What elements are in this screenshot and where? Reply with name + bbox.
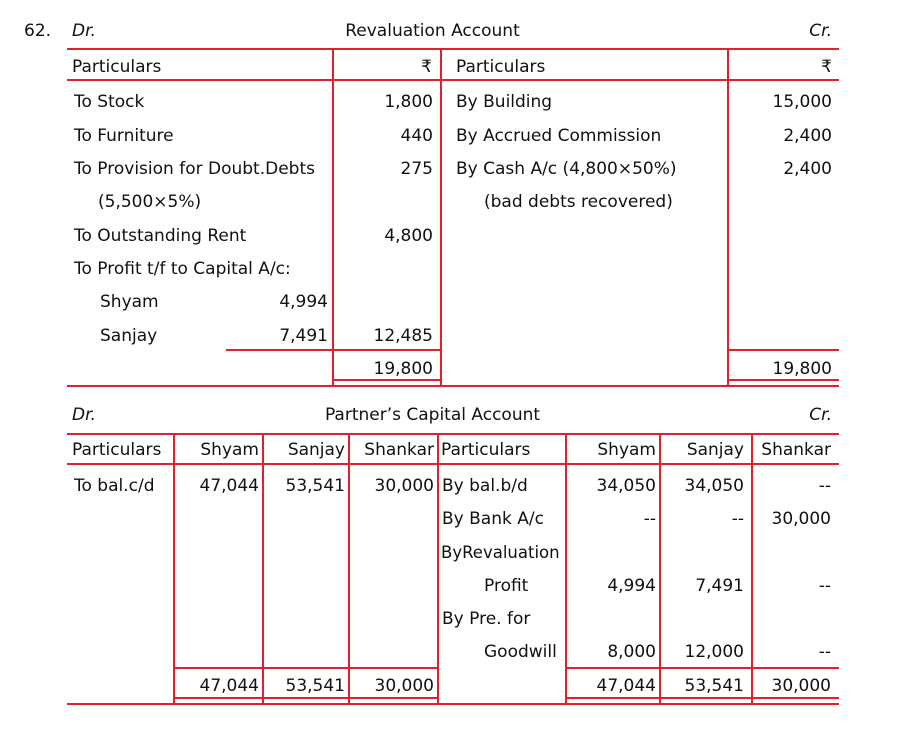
credit-goodwill-shyam: 8,000 <box>607 642 656 662</box>
cr-label: Cr. <box>809 21 832 41</box>
header-shyam-left: Shyam <box>200 440 259 460</box>
rule <box>67 703 839 705</box>
header-particulars-right: Particulars <box>441 440 531 460</box>
rule <box>729 349 839 351</box>
debit-outstanding-rent-label: To Outstanding Rent <box>74 226 247 246</box>
credit-reval-shankar: -- <box>818 576 831 596</box>
rule <box>67 48 839 50</box>
debit-furniture-label: To Furniture <box>74 126 174 146</box>
rule <box>174 697 438 699</box>
question-number: 62. <box>24 21 52 41</box>
rule <box>67 79 839 81</box>
debit-stock-amount: 1,800 <box>384 92 433 112</box>
rule <box>437 433 439 703</box>
debit-provision-label: To Provision for Doubt.Debts <box>74 159 315 179</box>
credit-goodwill-shankar: -- <box>818 642 831 662</box>
debit-stock-label: To Stock <box>74 92 145 112</box>
rule <box>440 48 442 386</box>
credit-cash-note: (bad debts recovered) <box>484 192 673 212</box>
account-title: Revaluation Account <box>345 21 520 41</box>
debit-profit-total: 12,485 <box>373 326 433 346</box>
header-rupee-left: ₹ <box>421 57 432 77</box>
credit-reval-label1: ByRevaluation <box>441 543 560 562</box>
rule <box>348 433 350 703</box>
debit-provision-note: (5,500×5%) <box>98 192 202 212</box>
credit-bank-shankar: 30,000 <box>771 509 831 529</box>
credit-commission-amount: 2,400 <box>783 126 832 146</box>
header-sanjay-right: Sanjay <box>686 440 744 460</box>
credit-cash-amount: 2,400 <box>783 159 832 179</box>
total-right-shankar: 30,000 <box>771 676 831 696</box>
credit-bal-bd-shankar: -- <box>818 476 831 496</box>
rule <box>565 433 567 703</box>
debit-profit-label: To Profit t/f to Capital A/c: <box>74 259 291 279</box>
rule <box>67 463 839 465</box>
total-right: 19,800 <box>772 359 832 379</box>
debit-bal-cd-sanjay: 53,541 <box>285 476 345 496</box>
total-left: 19,800 <box>373 359 433 379</box>
rule <box>751 433 753 703</box>
rule <box>67 385 839 387</box>
rule <box>332 48 334 386</box>
capital-dr-label: Dr. <box>72 405 96 425</box>
total-left-shyam: 47,044 <box>199 676 259 696</box>
rule <box>659 433 661 703</box>
header-sanjay-left: Sanjay <box>287 440 345 460</box>
rule <box>729 379 839 381</box>
credit-bank-sanjay: -- <box>731 509 744 529</box>
debit-outstanding-rent-amount: 4,800 <box>384 226 433 246</box>
header-shyam-right: Shyam <box>597 440 656 460</box>
rule <box>727 48 729 386</box>
header-particulars-right: Particulars <box>456 57 546 77</box>
credit-reval-shyam: 4,994 <box>607 576 656 596</box>
credit-goodwill-sanjay: 12,000 <box>684 642 744 662</box>
rule <box>67 433 839 435</box>
debit-bal-cd-shyam: 47,044 <box>199 476 259 496</box>
credit-goodwill-label1: By Pre. for <box>442 609 531 629</box>
rule <box>173 433 175 703</box>
dr-label: Dr. <box>72 21 96 41</box>
capital-account-title: Partner’s Capital Account <box>324 405 541 425</box>
debit-provision-amount: 275 <box>400 159 433 179</box>
rule <box>262 433 264 703</box>
debit-bal-cd-shankar: 30,000 <box>374 476 434 496</box>
credit-building-amount: 15,000 <box>772 92 832 112</box>
rule <box>566 667 839 669</box>
credit-bal-bd-label: By bal.b/d <box>442 476 528 496</box>
header-particulars-left: Particulars <box>72 440 162 460</box>
capital-cr-label: Cr. <box>809 405 832 425</box>
debit-sanjay-amount: 7,491 <box>279 326 328 346</box>
debit-shyam-label: Shyam <box>100 292 159 312</box>
header-particulars-left: Particulars <box>72 57 162 77</box>
credit-bank-shyam: -- <box>643 509 656 529</box>
debit-furniture-amount: 440 <box>400 126 433 146</box>
debit-shyam-amount: 4,994 <box>279 292 328 312</box>
rule <box>174 667 438 669</box>
credit-goodwill-label2: Goodwill <box>484 642 557 662</box>
total-right-shyam: 47,044 <box>596 676 656 696</box>
credit-building-label: By Building <box>456 92 553 112</box>
header-rupee-right: ₹ <box>821 57 832 77</box>
rule <box>566 697 839 699</box>
credit-reval-sanjay: 7,491 <box>695 576 744 596</box>
credit-cash-label: By Cash A/c (4,800×50%) <box>456 159 677 179</box>
debit-sanjay-label: Sanjay <box>100 326 158 346</box>
credit-commission-label: By Accrued Commission <box>456 126 662 146</box>
rule <box>226 349 333 351</box>
credit-reval-label2: Profit <box>484 576 529 596</box>
rule <box>333 349 440 351</box>
header-shankar-left: Shankar <box>364 440 434 460</box>
credit-bal-bd-sanjay: 34,050 <box>684 476 744 496</box>
rule <box>333 379 440 381</box>
total-left-sanjay: 53,541 <box>285 676 345 696</box>
credit-bal-bd-shyam: 34,050 <box>596 476 656 496</box>
credit-bank-label: By Bank A/c <box>442 509 544 529</box>
total-left-shankar: 30,000 <box>374 676 434 696</box>
total-right-sanjay: 53,541 <box>684 676 744 696</box>
debit-bal-cd-label: To bal.c/d <box>74 476 155 496</box>
header-shankar-right: Shankar <box>761 440 831 460</box>
